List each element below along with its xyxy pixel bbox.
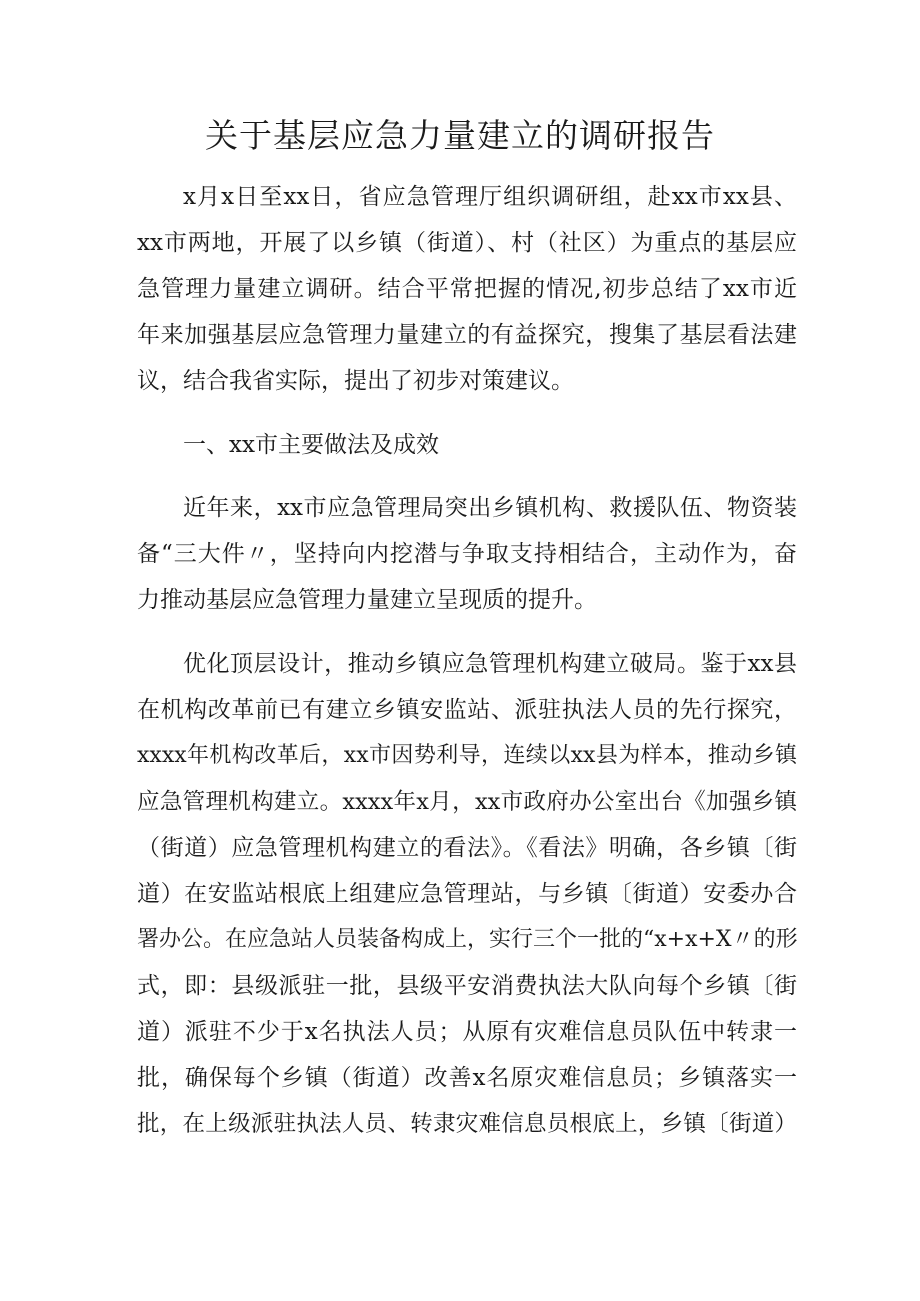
paragraph-line: x月x日至xx日，省应急管理厅组织调研组，赴xx市xx县、 (183, 184, 797, 210)
paragraph-line: 近年来，xx市应急管理局突出乡镇机构、救援队伍、物资装 (183, 495, 797, 521)
paragraph-line: 道）派驻不少于x名执法人员；从原有灾难信息员队伍中转隶一 (137, 1019, 797, 1045)
document-title: 关于基层应急力量建立的调研报告 (205, 116, 715, 155)
paragraph-line: 式，即：县级派驻一批，县级平安消费执法大队向每个乡镇〔街 (137, 973, 797, 999)
paragraph-line: 力推动基层应急管理力量建立呈现质的提升。 (137, 587, 597, 613)
paragraph-line: 备“三大件〃，坚持向内挖潜与争取支持相结合，主动作为，奋 (137, 541, 797, 567)
paragraph-line: 批，在上级派驻执法人员、转隶灾难信息员根底上，乡镇〔街道） (137, 1111, 797, 1137)
paragraph-line: 在机构改革前已有建立乡镇安监站、派驻执法人员的先行探究， (137, 697, 797, 723)
paragraph-line: 道）在安监站根底上组建应急管理站，与乡镇〔街道）安委办合 (137, 881, 797, 907)
paragraph-line: xxxx年机构改革后，xx市因势利导，连续以xx县为样本，推动乡镇 (137, 743, 797, 768)
paragraph-line: 议，结合我省实际，提出了初步对策建议。 (137, 368, 574, 394)
paragraph-line: 应急管理机构建立。xxxx年x月，xx市政府办公室出台《加强乡镇 (137, 789, 797, 815)
paragraph-line: 急管理力量建立调研。结合平常把握的情况,初步总结了xx市近 (137, 276, 797, 302)
paragraph-line: 年来加强基层应急管理力量建立的有益探究，搜集了基层看法建 (137, 322, 797, 348)
paragraph-line: 优化顶层设计，推动乡镇应急管理机构建立破局。鉴于xx县 (183, 651, 797, 677)
section-heading: 一、xx市主要做法及成效 (183, 432, 439, 458)
paragraph-line: 批，确保每个乡镇（街道）改善x名原灾难信息员；乡镇落实一 (137, 1065, 797, 1091)
paragraph-line: （街道）应急管理机构建立的看法》。《看法》明确，各乡镇〔街 (137, 835, 797, 861)
paragraph-line: xx市两地，开展了以乡镇（街道）、村（社区）为重点的基层应 (137, 230, 797, 256)
paragraph-line: 署办公。在应急站人员装备构成上，实行三个一批的“x+x+X〃的形 (137, 927, 798, 952)
